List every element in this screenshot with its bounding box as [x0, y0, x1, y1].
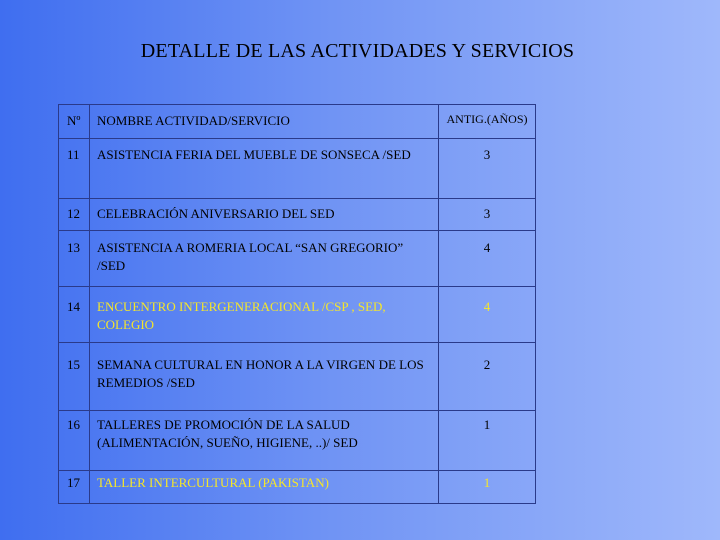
header-years: ANTIG.(AÑOS) — [446, 112, 528, 126]
row-num: 16 — [67, 417, 80, 432]
row-num: 12 — [67, 206, 80, 221]
header-num: Nº — [67, 113, 81, 128]
row-name-highlight: TALLER INTERCULTURAL (PAKISTAN) — [97, 475, 329, 490]
row-name-highlight: ENCUENTRO INTERGENERACIONAL /CSP , SED, COLEGIO — [97, 299, 386, 332]
row-divider — [58, 342, 536, 343]
row-num: 15 — [67, 357, 80, 372]
row-divider — [58, 138, 536, 139]
row-years: 3 — [483, 147, 491, 162]
row-name: TALLERES DE PROMOCIÓN DE LA SALUD (ALIMENTACIÓN, SUEÑO, HIGIENE, ..)/ SED — [97, 417, 358, 450]
row-num: 17 — [67, 475, 80, 490]
header-name: NOMBRE ACTIVIDAD/SERVICIO — [97, 113, 290, 128]
activities-table — [58, 104, 536, 504]
row-name: ASISTENCIA FERIA DEL MUEBLE DE SONSECA /SED — [97, 147, 411, 162]
page-title: DETALLE DE LAS ACTIVIDADES Y SERVICIOS — [140, 40, 575, 62]
column-divider — [89, 104, 90, 504]
row-years-highlight: 4 — [483, 299, 491, 314]
row-num: 13 — [67, 240, 80, 255]
row-years: 3 — [483, 206, 491, 221]
row-divider — [58, 230, 536, 231]
row-num: 14 — [67, 299, 80, 314]
row-divider — [58, 198, 536, 199]
row-name: ASISTENCIA A ROMERIA LOCAL “SAN GREGORIO” /SED — [97, 240, 404, 273]
row-divider — [58, 470, 536, 471]
row-divider — [58, 503, 536, 504]
row-years: 4 — [483, 240, 491, 255]
row-name: CELEBRACIÓN ANIVERSARIO DEL SED — [97, 206, 335, 221]
row-years: 2 — [483, 357, 491, 372]
row-divider — [58, 104, 536, 105]
row-years: 1 — [483, 417, 491, 432]
row-name: SEMANA CULTURAL EN HONOR A LA VIRGEN DE LOS REMEDIOS /SED — [97, 357, 424, 390]
row-divider — [58, 410, 536, 411]
row-years-highlight: 1 — [483, 475, 491, 490]
row-num: 11 — [67, 147, 80, 162]
table-border-left — [58, 104, 59, 504]
row-divider — [58, 286, 536, 287]
